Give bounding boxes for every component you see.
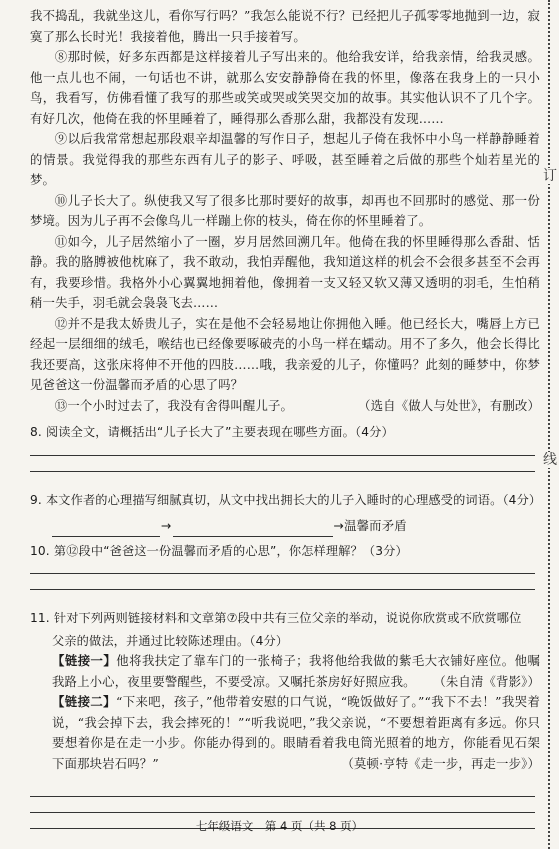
arrow-icon: →: [161, 518, 172, 533]
passage-paragraph-10: ⑩儿子长大了。纵使我又写了很多比那时要好的故事，却再也不回那时的感觉、那一份梦境。因为儿子再不会像鸟儿一样蹦上你的枝头，倚在你的怀里睡着了。: [30, 192, 540, 228]
question-11-line-1: 11. 针对下列两则链接材料和文章第⑦段中共有三位父亲的举动，说说你欣赏或不欣赏哪位: [30, 611, 522, 625]
question-9-end: →温馨而矛盾: [333, 518, 407, 533]
answer-line-q11-1[interactable]: [30, 796, 535, 797]
question-11-line-2: 父亲的做法，并通过比较陈述理由。（4分）: [52, 633, 289, 648]
page-footer: 七年级语文 第 4 页（共 8 页）: [195, 819, 364, 833]
binding-char-ding: 订: [543, 168, 557, 184]
question-10: 10. 第⑫段中“爸爸这一份温馨而矛盾的心思”，你怎样理解？（3分）: [30, 543, 408, 558]
answer-line-q10-2[interactable]: [30, 589, 535, 590]
binding-char-xian: 线: [543, 452, 557, 468]
link-1-label: 【链接一】: [52, 653, 117, 668]
link-1: [30, 651, 540, 692]
passage-source: （选自《做人与处世》，有删改）: [358, 397, 540, 413]
passage-paragraph-13-text: ⑬一个小时过去了，我没有舍得叫醒儿子。: [54, 397, 294, 413]
answer-line-q10-1[interactable]: [30, 573, 535, 574]
page-content: [30, 6, 540, 829]
link-2: [30, 692, 540, 774]
question-8: 8. 阅读全文，请概括出“儿子长大了”主要表现在哪些方面。（4分）: [30, 425, 394, 439]
answer-blank-q9-1[interactable]: [52, 522, 160, 537]
link-2-text: “下来吧，孩子，”他带着安慰的口气说，“晚饭做好了。”“我下不去！”我哭着说，“我会掉下去，我会摔死的！”“听我说吧，”我父亲说，“不要想着距离有多远。你只要想着你是在走一小步。你能办得到的。眼睛看着我电筒光照着的地方，你能看见石架下面那块岩石吗？”: [52, 694, 541, 771]
answer-line-q8-1[interactable]: [30, 455, 535, 456]
answer-blank-q9-2[interactable]: [173, 522, 333, 537]
link-2-label: 【链接二】: [52, 694, 116, 709]
link-1-source: （朱自清《背影》）: [433, 673, 540, 689]
passage-paragraph-7-end: 我不捣乱，我就坐这儿，看你写行吗？”我怎么能说不行？已经把儿子孤零零地抛到一边，寂寞了那么长时光！我接着他，腾出一只手接着写。: [30, 8, 540, 44]
question-9: 9. 本文作者的心理描写细腻真切，从文中找出拥长大的儿子入睡时的心理感受的词语。（4分）: [30, 492, 542, 507]
passage-paragraph-11: ⑪如今，儿子居然缩小了一圈，岁月居然回溯几年。他倚在我的怀里睡得那么香甜、恬静。我的胳膊被他枕麻了，我不敢动，我怕弄醒他，我知道这样的机会不会很多甚至不会再有，我要珍惜。我格外小心翼翼地拥着他，像拥着一支又轻又软又薄又透明的羽毛，生怕稍稍一失手，羽毛就会袅袅飞去……: [30, 233, 540, 310]
link-1-text: 他将我扶定了靠车门的一张椅子；我将他给我做的紫毛大衣铺好座位。他嘱我路上小心，夜里要警醒些，不要受凉。又嘱托茶房好好照应我。: [52, 653, 541, 689]
passage-paragraph-13: [30, 396, 540, 417]
passage-paragraph-8: ⑧那时候，好多东西都是这样接着儿子写出来的。他给我安详，给我亲情，给我灵感。他一点儿也不闹，一句话也不讲，就那么安安静静倚在我的怀里，像落在我身上的一只小鸟，我看写，仿佛看懂了我写的那些或笑或哭或笑哭交加的故事。其实他认识不了几个字。有好几次，他倚在我的怀里睡着了，睡得那么香那么甜，我都没有发现……: [30, 49, 540, 126]
question-9-blanks: [30, 516, 540, 537]
binding-line: [548, 0, 550, 849]
passage-paragraph-9: ⑨以后我常常想起那段艰辛却温馨的写作日子，想起儿子倚在我怀中小鸟一样静静睡着的情景。我觉得我的那些东西有儿子的影子、呼吸，甚至睡着之后做的那些个灿若星光的梦。: [30, 131, 540, 187]
link-2-source: （莫顿·亨特《走一步，再走一步》）: [341, 755, 540, 771]
answer-line-q11-2[interactable]: [30, 812, 535, 813]
answer-line-q8-2[interactable]: [30, 471, 535, 472]
passage-paragraph-12: ⑫并不是我太娇贵儿子，实在是他不会轻易地让你拥他入睡。他已经长大，嘴唇上方已经起一层细细的绒毛，喉结也已经像要啄破壳的小鸟一样在蠕动。用不了多久，他会长得比我还要高，这张床将伸不开他的四肢……哦，我亲爱的儿子，你懂吗？此刻的睡梦中，你梦见爸爸这一份温馨而矛盾的心思了吗？: [30, 315, 540, 392]
